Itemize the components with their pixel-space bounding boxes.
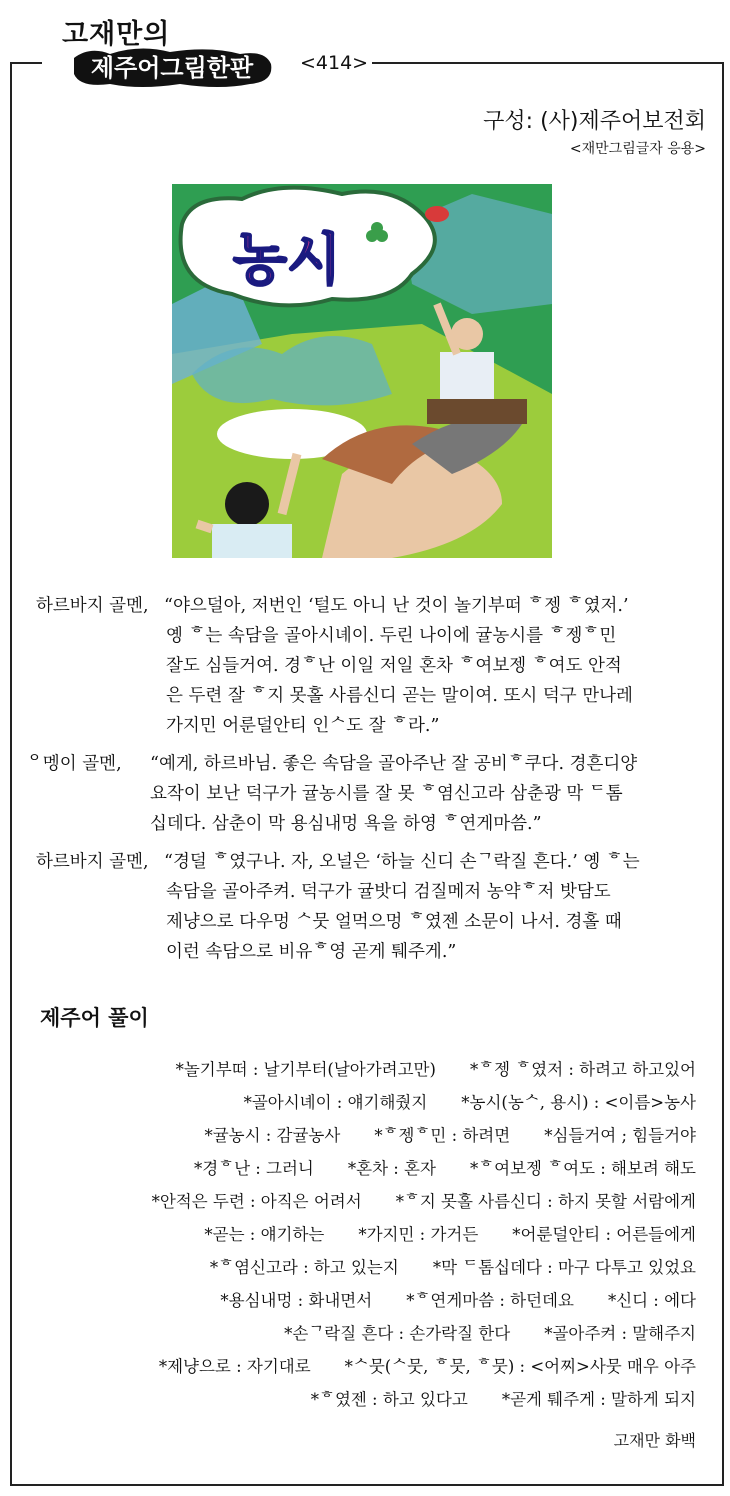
glossary-row <box>186 1287 696 1311</box>
dialogue-line: “경덜 ᄒ였구나. 자, 오널은 ‘하늘 신디 손ᄀ락질 흔다.’ 옝 ᄒ는 <box>164 852 640 872</box>
illustration <box>172 184 552 558</box>
glossary-entry: *용심내멍 : 화내면서 <box>220 1291 373 1310</box>
glossary-entry: *안적은 두련 : 아직은 어려서 <box>151 1192 362 1211</box>
glossary-entry: *경ᄒ난 : 그러니 <box>193 1159 314 1178</box>
credit-sub: <재만그림글자 응용> <box>569 141 706 157</box>
dialogue-line: 은 두련 잘 ᄒ지 못홀 사름신디 곧는 말이여. 또시 덕구 만나레 <box>166 686 633 706</box>
glossary-row <box>250 1320 696 1344</box>
glossary-entry: *ᄒ젱 ᄒ였저 : 하려고 하고있어 <box>469 1060 696 1079</box>
glossary-entry: *ᄒ염신고라 : 하고 있는지 <box>209 1258 399 1277</box>
dialogue-line: “예게, 하르바님. 좋은 속담을 골아주난 잘 공비ᄒ쿠다. 경흔디양 <box>150 754 638 774</box>
glossary-entry: *ᄉ뭇(ᄉ뭇, ᄒ뭇, ᄒ뭇) : <어찌>사뭇 매우 아주 <box>344 1357 696 1376</box>
dialogue-line: 가지민 어룬덜안티 인ᄉ도 잘 ᄒ라.” <box>166 716 440 736</box>
glossary-entry: *ᄒ연게마씀 : 하던데요 <box>406 1291 574 1310</box>
glossary-entry: *곧게 퉤주게 : 말하게 되지 <box>501 1390 696 1409</box>
glossary-row <box>118 1188 696 1212</box>
glossary-entry: *놀기부떠 : 날기부터(날아가려고만) <box>175 1060 436 1079</box>
glossary-entry: *농시(농ᄉ, 용시) : <이름>농사 <box>461 1093 696 1112</box>
glossary-row <box>210 1089 696 1113</box>
glossary-entry: *혼차 : 혼자 <box>347 1159 436 1178</box>
glossary-title: 제주어 풀이 <box>40 1006 149 1030</box>
glossary-row <box>160 1155 696 1179</box>
artist-credit: 고재만 화백 <box>613 1431 696 1450</box>
dialogue-line: 잘도 심들거여. 경ᄒ난 이일 저일 혼차 ᄒ여보젱 ᄒ여도 안적 <box>166 656 622 676</box>
speaker-label: ᄋ멩이 골멘, <box>26 754 122 774</box>
speaker-label: 하르바지 골멘, <box>36 596 149 616</box>
illustration-title: 농시 <box>232 228 342 293</box>
series-logo-text: 제주어그림한판 <box>90 54 254 82</box>
credit-main: 구성: (사)제주어보전회 <box>483 109 706 134</box>
glossary-entry: *막 ᄃ톰십데다 : 마구 다투고 있었요 <box>432 1258 696 1277</box>
glossary-entry: *ᄒ여보젱 ᄒ여도 : 해보려 해도 <box>469 1159 696 1178</box>
glossary-entry: *골아주켜 : 말해주지 <box>544 1324 696 1343</box>
dialogue-line: 제냥으로 다우멍 ᄉ뭇 얼먹으멍 ᄒ였젠 소문이 나서. 경홀 때 <box>166 912 622 932</box>
glossary-entry: *ᄒ젱ᄒ민 : 하려면 <box>374 1126 511 1145</box>
dialogue-line: 요작이 보난 덕구가 귤농시를 잘 못 ᄒ염신고라 삼춘광 막 ᄃ톰 <box>150 784 623 804</box>
glossary-row <box>125 1353 696 1377</box>
glossary-entry: *신디 : 에다 <box>607 1291 696 1310</box>
dialogue-line: 이런 속담으로 비유ᄒ영 곧게 퉤주게.” <box>166 942 457 962</box>
glossary-row <box>176 1254 696 1278</box>
glossary-entry: *손ᄀ락질 흔다 : 손가락질 한다 <box>284 1324 511 1343</box>
dialogue-line: 옝 ᄒ는 속담을 골아시녜이. 두린 나이에 귤농시를 ᄒ젱ᄒ민 <box>166 626 617 646</box>
glossary-row <box>170 1122 696 1146</box>
glossary-row <box>170 1221 696 1245</box>
dialogue-line: 십데다. 삼춘이 막 용심내멍 욕을 하영 ᄒ연게마씀.” <box>150 814 542 834</box>
speaker-label: 하르바지 골멘, <box>36 852 149 872</box>
glossary-entry: *ᄒ였젠 : 하고 있다고 <box>310 1390 468 1409</box>
series-logo <box>70 44 275 90</box>
glossary-row <box>277 1386 696 1410</box>
series-name: 고재만의 <box>62 19 171 50</box>
glossary-entry: *제냥으로 : 자기대로 <box>158 1357 311 1376</box>
issue-number: <414> <box>296 52 372 74</box>
glossary-entry: *곧는 : 얘기하는 <box>204 1225 325 1244</box>
glossary-entry: *심들거여 ; 힘들거야 <box>544 1126 696 1145</box>
glossary-entry: *어룬덜안티 : 어른들에게 <box>512 1225 696 1244</box>
glossary-row <box>142 1056 696 1080</box>
dialogue-line: “야으덜아, 저번인 ‘털도 아니 난 것이 놀기부떠 ᄒ젱 ᄒ였저.’ <box>164 596 629 616</box>
glossary-entry: *골아시녜이 : 얘기해줬지 <box>243 1093 428 1112</box>
dialogue-line: 속담을 골아주켜. 덕구가 귤밧디 검질메저 농약ᄒ저 밧담도 <box>166 882 611 902</box>
glossary-entry: *ᄒ지 못홀 사름신디 : 하지 못할 서람에게 <box>395 1192 696 1211</box>
glossary-entry: *가지민 : 가거든 <box>358 1225 479 1244</box>
glossary-entry: *귤농시 : 감귤농사 <box>204 1126 341 1145</box>
